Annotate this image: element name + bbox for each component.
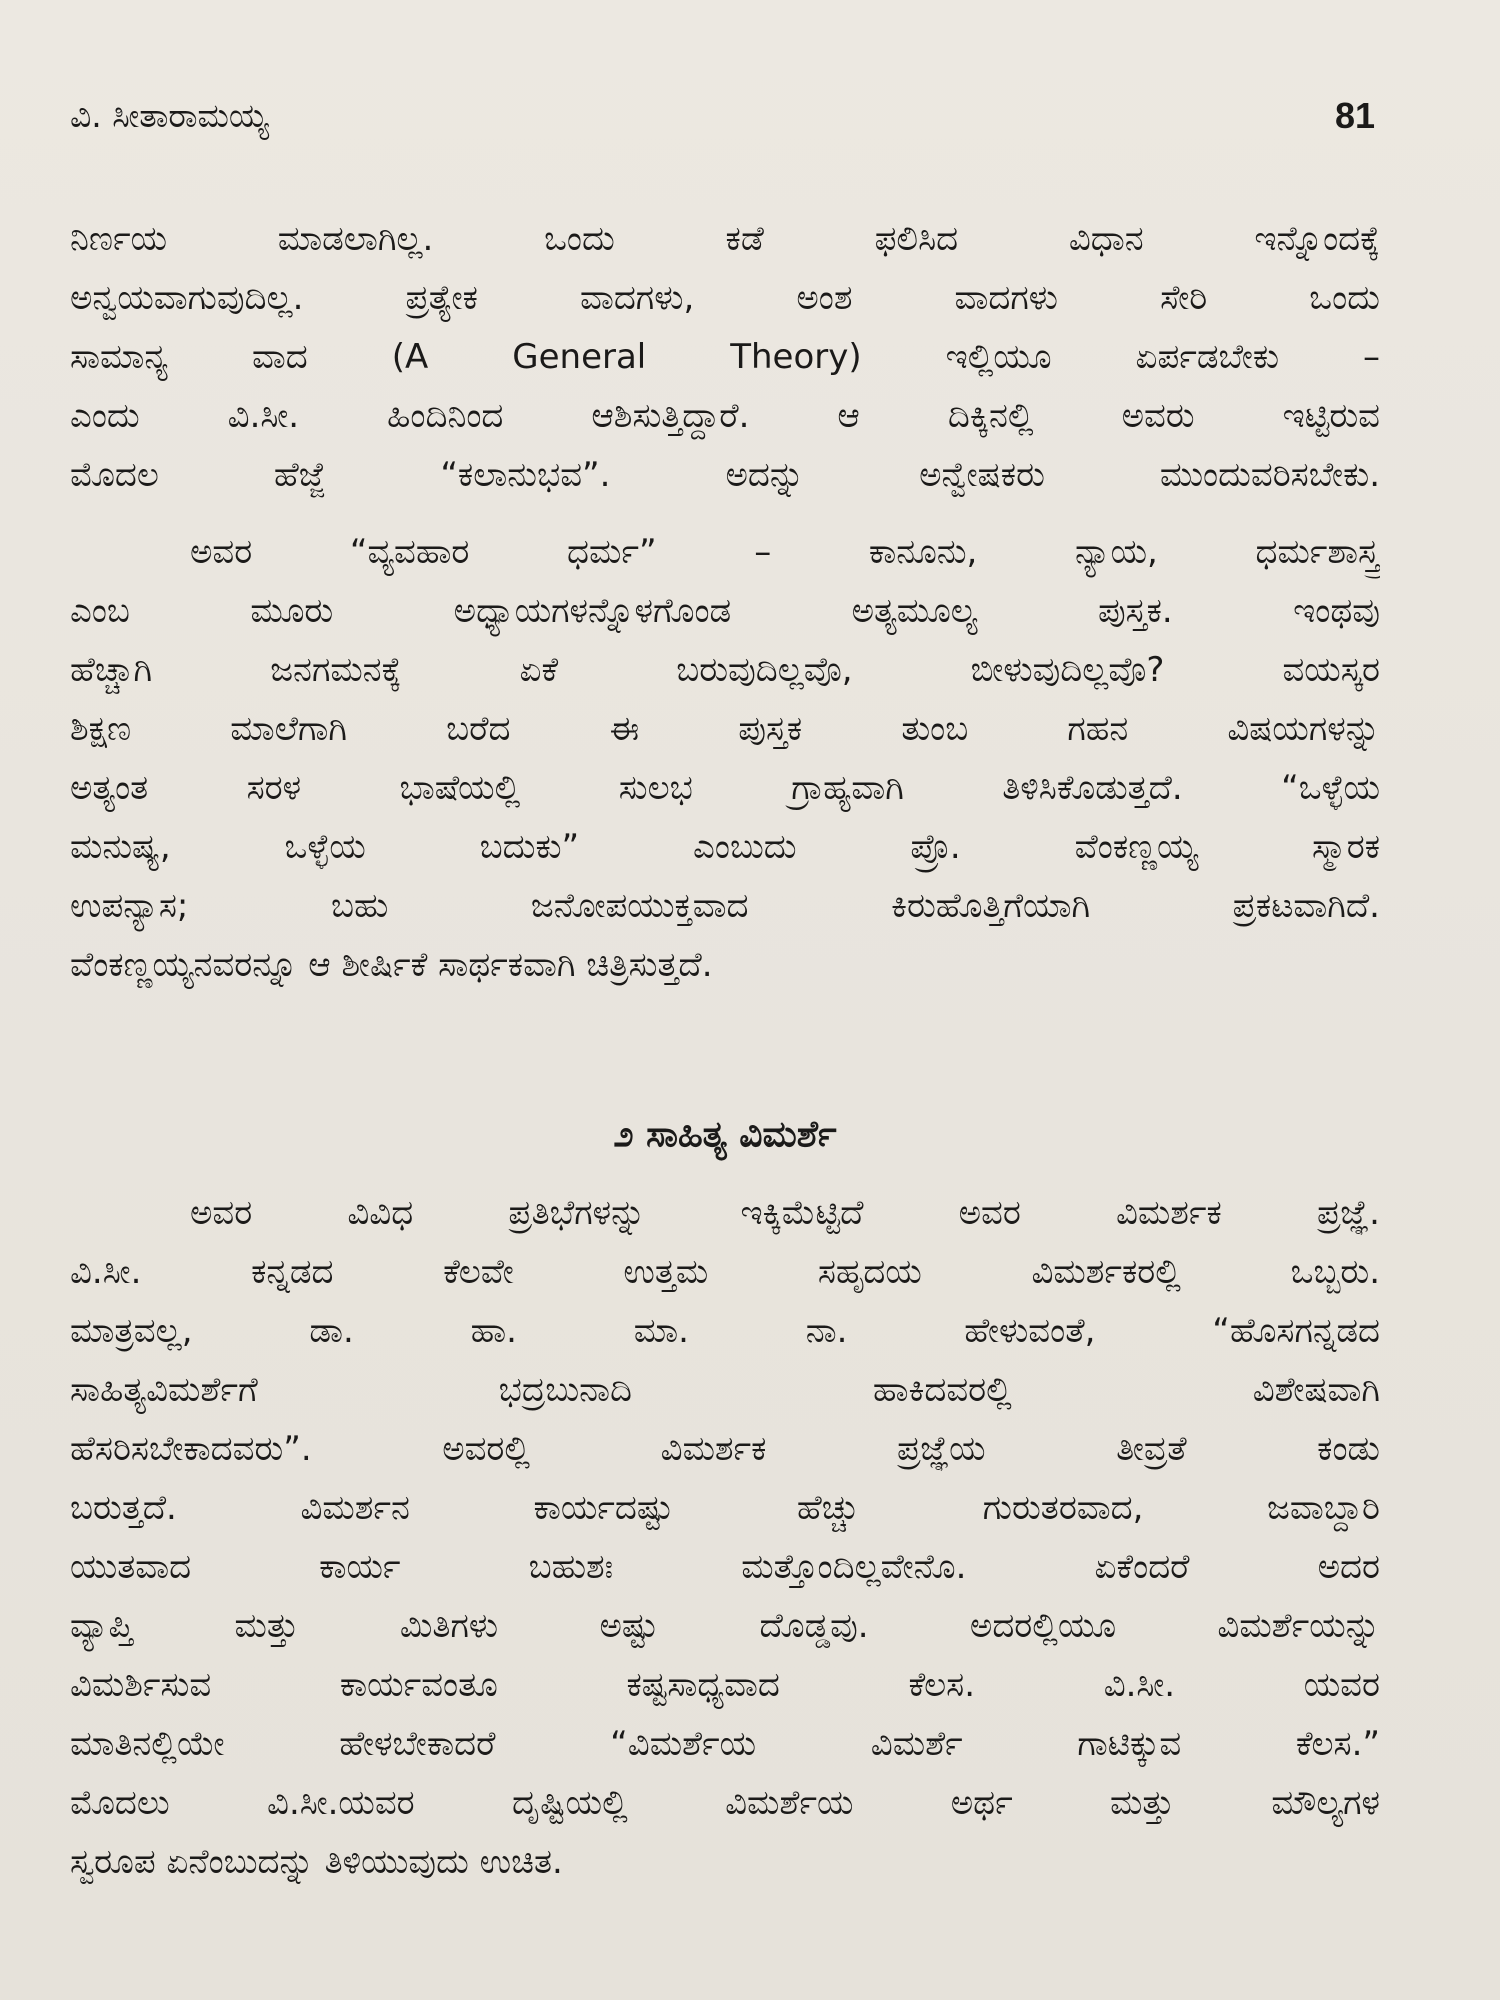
- text-line: ಅನ್ವಯವಾಗುವುದಿಲ್ಲ. ಪ್ರತ್ಯೇಕ ವಾದಗಳು, ಅಂಶ ವಾದಗಳು ಸೇರಿ ಒಂದು: [70, 278, 1380, 318]
- text-line: ಮಾತಿನಲ್ಲಿಯೇ ಹೇಳಬೇಕಾದರೆ “ವಿಮರ್ಶೆಯ ವಿಮರ್ಶೆ ಗಾಟಿಕ್ಕುವ ಕೆಲಸ.”: [70, 1724, 1380, 1764]
- text-line: ಅವರ ವಿವಿಧ ಪ್ರತಿಭೆಗಳನ್ನು ಇಕ್ಕಿಮೆಟ್ಟಿದೆ ಅವರ ವಿಮರ್ಶಕ ಪ್ರಜ್ಞೆ.: [190, 1193, 1380, 1233]
- text-line: ಎಂಬ ಮೂರು ಅಧ್ಯಾಯಗಳನ್ನೊಳಗೊಂಡ ಅತ್ಯಮೂಲ್ಯ ಪುಸ್ತಕ. ಇಂಥವು: [70, 591, 1380, 631]
- paragraph: [70, 210, 1380, 505]
- text-line: ಹೆಚ್ಚಾಗಿ ಜನಗಮನಕ್ಕೆ ಏಕೆ ಬರುವುದಿಲ್ಲವೊ, ಬೀಳುವುದಿಲ್ಲವೊ? ವಯಸ್ಕರ: [70, 650, 1380, 690]
- paragraph: [70, 523, 1380, 995]
- page-body: [70, 210, 1380, 1892]
- text-line: ಮಾತ್ರವಲ್ಲ, ಡಾ. ಹಾ. ಮಾ. ನಾ. ಹೇಳುವಂತೆ, “ಹೊಸಗನ್ನಡದ: [70, 1311, 1380, 1351]
- text-line: ಮನುಷ್ಯ, ಒಳ್ಳೆಯ ಬದುಕು” ಎಂಬುದು ಪ್ರೊ. ವೆಂಕಣ್ಣಯ್ಯ ಸ್ಮಾರಕ: [70, 827, 1380, 867]
- text-line: ಸಾಹಿತ್ಯವಿಮರ್ಶೆಗೆ ಭದ್ರಬುನಾದಿ ಹಾಕಿದವರಲ್ಲಿ ವಿಶೇಷವಾಗಿ: [70, 1370, 1380, 1410]
- text-line: ವ್ಯಾಪ್ತಿ ಮತ್ತು ಮಿತಿಗಳು ಅಷ್ಟು ದೊಡ್ಡವು. ಅದರಲ್ಲಿಯೂ ವಿಮರ್ಶೆಯನ್ನು: [70, 1606, 1380, 1646]
- text-line: ಉಪನ್ಯಾಸ; ಬಹು ಜನೋಪಯುಕ್ತವಾದ ಕಿರುಹೊತ್ತಿಗೆಯಾಗಿ ಪ್ರಕಟವಾಗಿದೆ.: [70, 886, 1380, 926]
- text-line: ಸ್ವರೂಪ ಏನೆಂಬುದನ್ನು ತಿಳಿಯುವುದು ಉಚಿತ.: [70, 1842, 563, 1882]
- text-line: ಸಾಮಾನ್ಯ ವಾದ (A General Theory) ಇಲ್ಲಿಯೂ ಏರ್ಪಡಬೇಕು –: [70, 337, 1380, 377]
- running-title: ವಿ. ಸೀತಾರಾಮಯ್ಯ: [70, 96, 269, 135]
- text-line: ವಿಮರ್ಶಿಸುವ ಕಾರ್ಯವಂತೂ ಕಷ್ಟಸಾಧ್ಯವಾದ ಕೆಲಸ. ವಿ.ಸೀ. ಯವರ: [70, 1665, 1380, 1705]
- text-line: ವಿ.ಸೀ. ಕನ್ನಡದ ಕೆಲವೇ ಉತ್ತಮ ಸಹೃದಯ ವಿಮರ್ಶಕರಲ್ಲಿ ಒಬ್ಬರು.: [70, 1252, 1380, 1292]
- section-heading: ೨ ಸಾಹಿತ್ಯ ವಿಮರ್ಶೆ: [613, 1114, 837, 1155]
- text-line: ಎಂದು ವಿ.ಸೀ. ಹಿಂದಿನಿಂದ ಆಶಿಸುತ್ತಿದ್ದಾರೆ. ಆ ದಿಕ್ಕಿನಲ್ಲಿ ಅವರು ಇಟ್ಟಿರುವ: [70, 396, 1380, 436]
- text-line: ಹೆಸರಿಸಬೇಕಾದವರು”. ಅವರಲ್ಲಿ ವಿಮರ್ಶಕ ಪ್ರಜ್ಞೆಯ ತೀವ್ರತೆ ಕಂಡು: [70, 1429, 1380, 1469]
- text-line: ಅತ್ಯಂತ ಸರಳ ಭಾಷೆಯಲ್ಲಿ ಸುಲಭ ಗ್ರಾಹ್ಯವಾಗಿ ತಿಳಿಸಿಕೊಡುತ್ತದೆ. “ಒಳ್ಳೆಯ: [70, 768, 1380, 808]
- text-line: ನಿರ್ಣಯ ಮಾಡಲಾಗಿಲ್ಲ. ಒಂದು ಕಡೆ ಫಲಿಸಿದ ವಿಧಾನ ಇನ್ನೊಂದಕ್ಕೆ: [70, 219, 1380, 259]
- text-line: ಅವರ “ವ್ಯವಹಾರ ಧರ್ಮ” – ಕಾನೂನು, ನ್ಯಾಯ, ಧರ್ಮಶಾಸ್ತ್ರ: [190, 532, 1380, 572]
- text-line: ಯುತವಾದ ಕಾರ್ಯ ಬಹುಶಃ ಮತ್ತೊಂದಿಲ್ಲವೇನೊ. ಏಕೆಂದರೆ ಅದರ: [70, 1547, 1380, 1587]
- text-line: ಶಿಕ್ಷಣ ಮಾಲೆಗಾಗಿ ಬರೆದ ಈ ಪುಸ್ತಕ ತುಂಬ ಗಹನ ವಿಷಯಗಳನ್ನು: [70, 709, 1380, 749]
- text-line: ಮೊದಲ ಹೆಜ್ಜೆ “ಕಲಾನುಭವ”. ಅದನ್ನು ಅನ್ವೇಷಕರು ಮುಂದುವರಿಸಬೇಕು.: [70, 455, 1380, 495]
- page-number: 81: [1334, 95, 1375, 136]
- text-line: ವೆಂಕಣ್ಣಯ್ಯನವರನ್ನೂ ಆ ಶೀರ್ಷಿಕೆ ಸಾರ್ಥಕವಾಗಿ ಚಿತ್ರಿಸುತ್ತದೆ.: [70, 945, 713, 985]
- text-line: ಮೊದಲು ವಿ.ಸೀ.ಯವರ ದೃಷ್ಟಿಯಲ್ಲಿ ವಿಮರ್ಶೆಯ ಅರ್ಥ ಮತ್ತು ಮೌಲ್ಯಗಳ: [70, 1783, 1380, 1823]
- text-line: ಬರುತ್ತದೆ. ವಿಮರ್ಶನ ಕಾರ್ಯದಷ್ಟು ಹೆಚ್ಚು ಗುರುತರವಾದ, ಜವಾಬ್ದಾರಿ: [70, 1488, 1380, 1528]
- page-header: [70, 92, 1375, 140]
- paragraph: [70, 1184, 1380, 1892]
